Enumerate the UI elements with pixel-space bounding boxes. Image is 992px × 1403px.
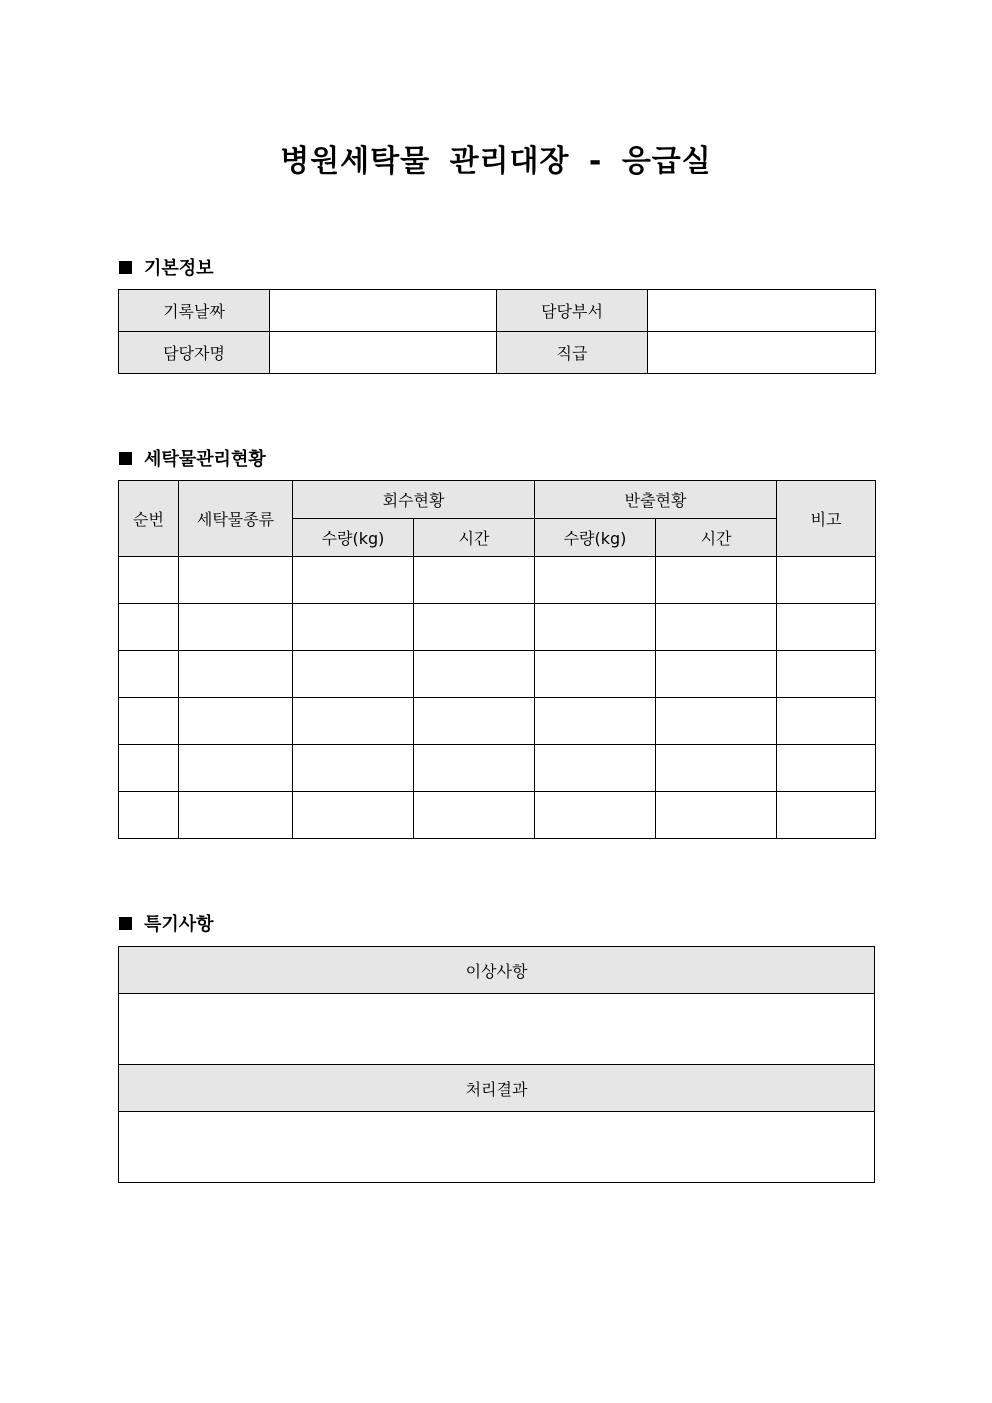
cell-collection-time[interactable] <box>414 792 535 839</box>
table-row <box>119 792 876 839</box>
notes-table <box>118 946 875 1183</box>
cell-seq[interactable] <box>119 792 179 839</box>
section-laundry-heading <box>119 445 266 471</box>
cell-delivery-qty[interactable] <box>535 604 656 651</box>
result-field[interactable] <box>119 1112 875 1183</box>
cell-collection-time[interactable] <box>414 651 535 698</box>
cell-type[interactable] <box>179 792 293 839</box>
page-title: 병원세탁물 관리대장 - 응급실 <box>280 144 712 179</box>
section-notes-title: 특기사항 <box>144 914 214 935</box>
cell-collection-qty[interactable] <box>293 651 414 698</box>
cell-delivery-qty[interactable] <box>535 792 656 839</box>
cell-seq[interactable] <box>119 698 179 745</box>
department-label: 담당부서 <box>497 290 648 332</box>
manager-name-label: 담당자명 <box>119 332 270 374</box>
cell-collection-time[interactable] <box>414 557 535 604</box>
col-remarks-header: 비고 <box>777 481 876 557</box>
cell-remarks[interactable] <box>777 745 876 792</box>
square-bullet-icon <box>119 452 132 465</box>
cell-type[interactable] <box>179 604 293 651</box>
cell-remarks[interactable] <box>777 604 876 651</box>
cell-type[interactable] <box>179 651 293 698</box>
basic-info-table <box>118 289 876 374</box>
cell-collection-qty[interactable] <box>293 745 414 792</box>
position-label: 직급 <box>497 332 648 374</box>
cell-collection-time[interactable] <box>414 745 535 792</box>
cell-collection-qty[interactable] <box>293 792 414 839</box>
manager-name-field[interactable] <box>270 332 497 374</box>
col-delivery-time-header: 시간 <box>656 519 777 557</box>
cell-seq[interactable] <box>119 745 179 792</box>
table-row <box>119 745 876 792</box>
cell-seq[interactable] <box>119 557 179 604</box>
col-collection-time-header: 시간 <box>414 519 535 557</box>
department-field[interactable] <box>648 290 876 332</box>
cell-remarks[interactable] <box>777 651 876 698</box>
section-basic-info-heading <box>119 254 214 280</box>
cell-seq[interactable] <box>119 651 179 698</box>
cell-delivery-time[interactable] <box>656 651 777 698</box>
col-collection-header: 회수현황 <box>293 481 535 519</box>
cell-delivery-time[interactable] <box>656 792 777 839</box>
cell-delivery-qty[interactable] <box>535 557 656 604</box>
section-laundry-title: 세탁물관리현황 <box>144 449 266 470</box>
laundry-status-table <box>118 480 876 839</box>
cell-collection-time[interactable] <box>414 698 535 745</box>
col-seq-header: 순번 <box>119 481 179 557</box>
issues-field[interactable] <box>119 994 875 1065</box>
col-delivery-qty-header: 수량(kg) <box>535 519 656 557</box>
square-bullet-icon <box>119 917 132 930</box>
col-delivery-header: 반출현황 <box>535 481 777 519</box>
cell-seq[interactable] <box>119 604 179 651</box>
cell-delivery-time[interactable] <box>656 745 777 792</box>
cell-collection-qty[interactable] <box>293 557 414 604</box>
cell-remarks[interactable] <box>777 698 876 745</box>
section-basic-info-title: 기본정보 <box>144 258 214 279</box>
cell-collection-qty[interactable] <box>293 604 414 651</box>
cell-delivery-qty[interactable] <box>535 698 656 745</box>
square-bullet-icon <box>119 261 132 274</box>
table-row <box>119 604 876 651</box>
cell-remarks[interactable] <box>777 557 876 604</box>
table-row <box>119 698 876 745</box>
result-header: 처리결과 <box>119 1065 875 1112</box>
cell-delivery-time[interactable] <box>656 604 777 651</box>
cell-remarks[interactable] <box>777 792 876 839</box>
issues-header: 이상사항 <box>119 947 875 994</box>
cell-type[interactable] <box>179 698 293 745</box>
position-field[interactable] <box>648 332 876 374</box>
cell-delivery-qty[interactable] <box>535 745 656 792</box>
cell-collection-qty[interactable] <box>293 698 414 745</box>
record-date-label: 기록날짜 <box>119 290 270 332</box>
table-row <box>119 557 876 604</box>
col-type-header: 세탁물종류 <box>179 481 293 557</box>
cell-delivery-time[interactable] <box>656 557 777 604</box>
record-date-field[interactable] <box>270 290 497 332</box>
cell-type[interactable] <box>179 745 293 792</box>
cell-type[interactable] <box>179 557 293 604</box>
cell-delivery-qty[interactable] <box>535 651 656 698</box>
cell-collection-time[interactable] <box>414 604 535 651</box>
section-notes-heading <box>119 910 214 936</box>
col-collection-qty-header: 수량(kg) <box>293 519 414 557</box>
cell-delivery-time[interactable] <box>656 698 777 745</box>
table-row <box>119 651 876 698</box>
